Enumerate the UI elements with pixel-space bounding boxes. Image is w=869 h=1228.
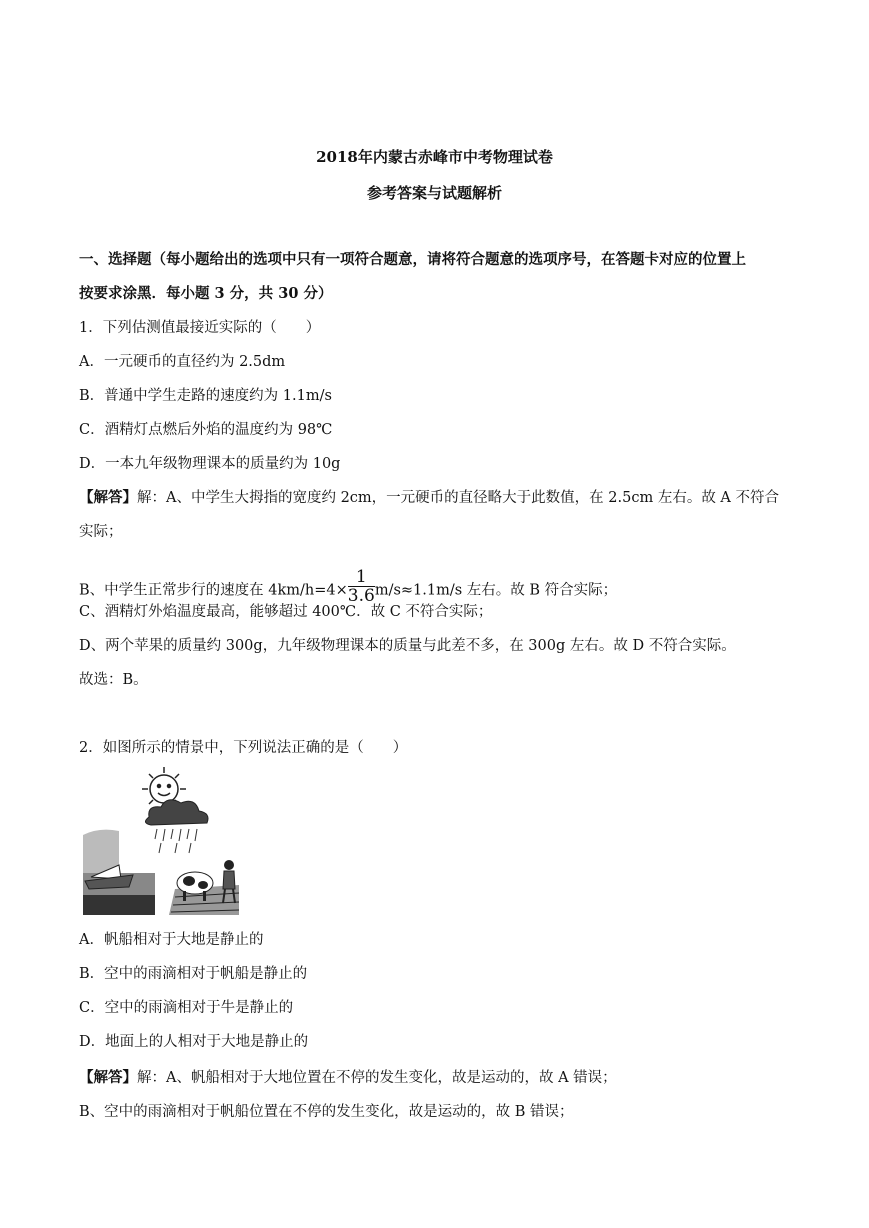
q2-option-a: A．帆船相对于大地是静止的 — [79, 932, 264, 948]
scene-illustration — [79, 765, 244, 923]
q2-option-d: D．地面上的人相对于大地是静止的 — [79, 1034, 309, 1050]
q2-option-c: C．空中的雨滴相对于牛是静止的 — [79, 1000, 294, 1016]
q1-option-a: A．一元硬币的直径约为 2.5dm — [79, 354, 286, 370]
q2-answer-a — [79, 1068, 617, 1088]
q1-answer-a-cont: 实际； — [79, 524, 123, 540]
q1-option-c: C．酒精灯点燃后外焰的温度约为 98℃ — [79, 422, 333, 438]
q2-stem: 2．如图所示的情景中，下列说法正确的是（ ） — [79, 740, 408, 756]
q1-option-d: D．一本九年级物理课本的质量约为 10g — [79, 456, 341, 472]
answer-b-pre: B、中学生正常步行的速度在 4km/h=4× — [79, 582, 348, 599]
q1-choice: 故选：B。 — [79, 672, 148, 688]
document-subtitle: 参考答案与试题解析 — [366, 184, 502, 202]
answer-a-text: 解：A、中学生大拇指的宽度约 2cm，一元硬币的直径略大于此数值，在 2.5cm 左右。故 A 不符合 — [137, 490, 780, 506]
q1-stem: 1．下列估测值最接近实际的（ ） — [79, 320, 321, 336]
fraction — [348, 568, 375, 605]
q1-answer-d: D、两个苹果的质量约 300g，九年级物理课本的质量与此差不多，在 300g 左右。故 D 不符合实际。 — [79, 638, 736, 654]
answer-tag: 【解答】 — [79, 1069, 137, 1086]
section-heading-line1: 一、选择题（每小题给出的选项中只有一项符合题意，请将符合题意的选项序号，在答题卡对应的位置上 — [79, 251, 746, 268]
answer-tag: 【解答】 — [79, 489, 137, 506]
q2-option-b: B．空中的雨滴相对于帆船是静止的 — [79, 966, 308, 982]
document-title: 2018年内蒙古赤峰市中考物理试卷 — [316, 148, 553, 166]
q1-answer-c: C、酒精灯外焰温度最高，能够超过 400℃．故 C 不符合实际； — [79, 604, 493, 620]
fraction-denominator: 3.6 — [347, 586, 375, 606]
q2-answer-b: B、空中的雨滴相对于帆船位置在不停的发生变化，故是运动的，故 B 错误； — [79, 1104, 574, 1120]
q1-answer-a — [79, 488, 779, 508]
answer-b-post: m/s≈1.1m/s 左右。故 B 符合实际； — [374, 582, 618, 599]
q1-option-b: B．普通中学生走路的速度约为 1.1m/s — [79, 388, 332, 404]
answer-a-text: 解：A、帆船相对于大地位置在不停的发生变化，故是运动的，故 A 错误； — [137, 1070, 617, 1086]
section-heading-line2: 按要求涂黑．每小题 3 分，共 30 分） — [79, 285, 333, 302]
cloud-icon — [145, 800, 208, 825]
fraction-numerator: 1 — [348, 568, 375, 587]
rain-icon — [155, 829, 197, 853]
